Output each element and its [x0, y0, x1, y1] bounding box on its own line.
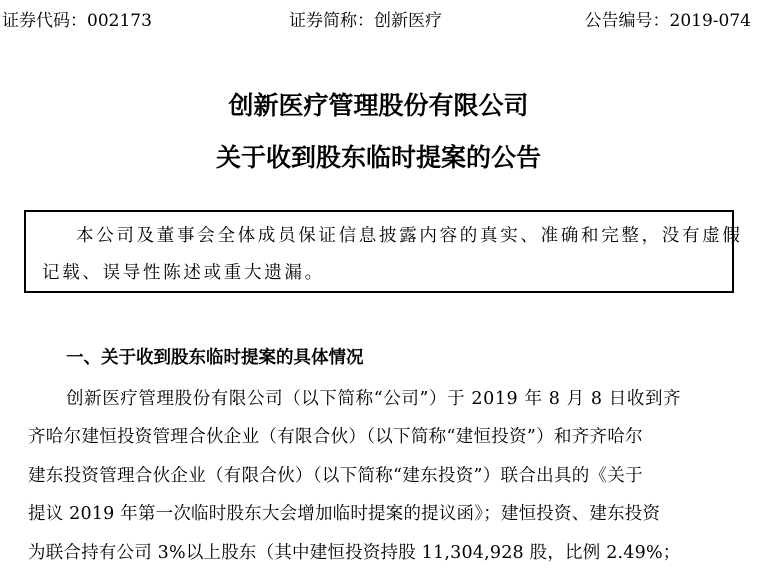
- section-heading: 一、关于收到股东临时提案的具体情况: [66, 348, 364, 368]
- announcement-number: 公告编号：2019-074: [584, 11, 751, 31]
- paragraph-line: 提议 2019 年第一次临时股东大会增加临时提案的提议函》；建恒投资、建东投资: [28, 504, 661, 524]
- paragraph-line: 齐哈尔建恒投资管理合伙企业（有限合伙）（以下简称“建恒投资”）和齐齐哈尔: [28, 427, 643, 447]
- announcement-title: 关于收到股东临时提案的公告: [215, 143, 541, 172]
- disclaimer-line-1: 本公司及董事会全体成员保证信息披露内容的真实、准确和完整，没有虚假: [76, 226, 743, 246]
- security-short-name: 证券简称：创新医疗: [289, 11, 442, 31]
- company-title: 创新医疗管理股份有限公司: [228, 91, 529, 120]
- paragraph-line: 创新医疗管理股份有限公司（以下简称“公司”）于 2019 年 8 月 8 日收到齐: [66, 389, 682, 409]
- paragraph-line: 建东投资管理合伙企业（有限合伙）（以下简称“建东投资”）联合出具的《关于: [28, 466, 643, 486]
- disclaimer-box: [24, 210, 743, 293]
- security-code: 证券代码：002173: [2, 11, 152, 31]
- disclaimer-line-2: 记载、误导性陈述或重大遗漏。: [42, 263, 325, 283]
- document-header: [0, 6, 757, 30]
- paragraph-line: 为联合持有公司 3%以上股东（其中建恒投资持股 11,304,928 股，比例 2.49%；: [28, 543, 681, 563]
